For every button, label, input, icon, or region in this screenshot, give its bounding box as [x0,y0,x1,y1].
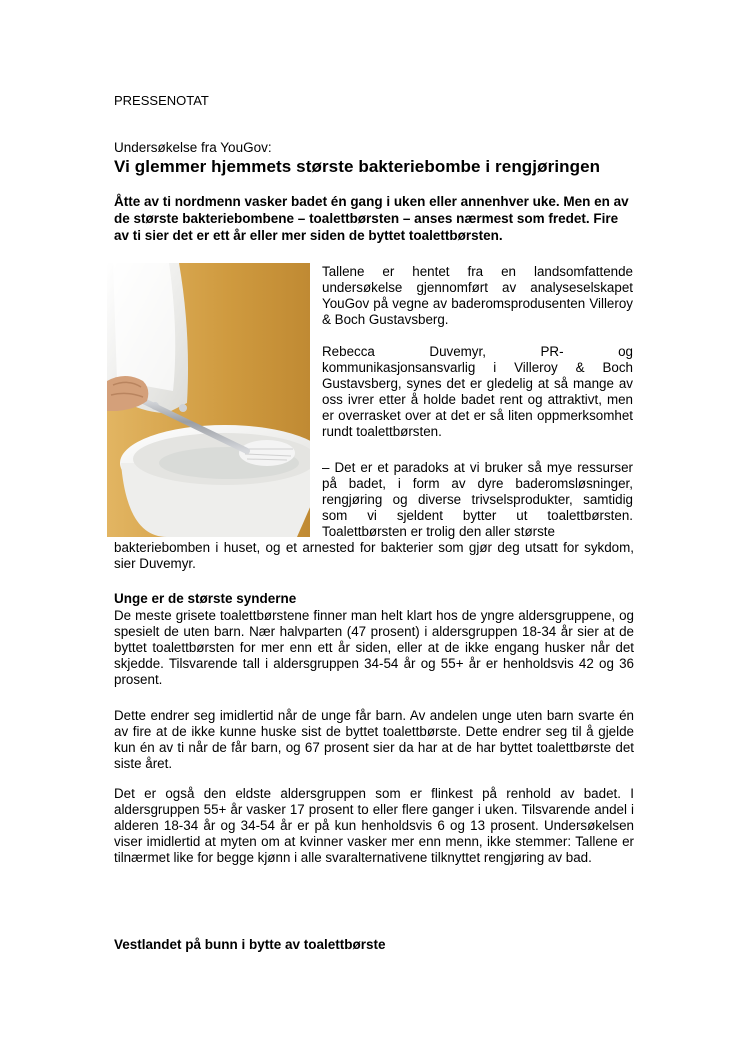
body-paragraph-3-continued: bakteriebomben i huset, og et arnested for bakterier som gjør deg utsatt for sykdom, sier Duvemyr. [114,540,634,571]
body-paragraph-6: Det er også den eldste aldersgruppen som er flinkest på renhold av badet. I aldersgruppen 55+ år vasker 17 prosent to eller flere ganger i uken. Tilsvarende andel i alderen 18-34 år og 34-54 år er på kun henholdsvis 6 og 13 prosent. Undersøkelsen viser imidlertid at myten om at kvinner vasker mer enn menn, ikke stemmer: Tallene er tilnærmet like for begge kjønn i alle svaralternativene tilknyttet rengjøring av bad. [114,786,634,865]
subheading-vestlandet: Vestlandet på bunn i bytte av toalettbørste [114,937,386,952]
body-paragraph-4: De meste grisete toalettbørstene finner man helt klart hos de yngre aldersgruppene, og spesielt de uten barn. Nær halvparten (47 prosent) i aldersgruppen 18-34 år sier at de byttet toalettbørsten for mer enn ett år siden, eller at de ikke engang husker når det skjedde. Tilsvarende tall i aldersgruppen 34-54 år og 55+ år er henholdsvis 42 og 36 prosent. [114,608,634,687]
body-paragraph-1: Tallene er hentet fra en landsomfattende undersøkelse gjennomført av analyseselskapet YouGov på vegne av baderomsprodusenten Villeroy & Boch Gustavsberg. [322,264,633,327]
document-label: PRESSENOTAT [114,93,209,108]
body-paragraph-3-column: – Det er et paradoks at vi bruker så mye ressurser på badet, i form av dyre baderomsløsninger, rengjøring og diverse trivselsprodukter, samtidig som vi sjeldent bytter ut toalettbørsten. Toalettbørsten er trolig den aller største [322,460,633,539]
kicker: Undersøkelse fra YouGov: [114,140,272,155]
toilet-brush-photo [107,263,310,537]
lead-paragraph: Åtte av ti nordmenn vasker badet én gang i uken eller annenhver uke. Men en av de største bakteriebombene – toalettbørsten – anses nærmest som fredet. Fire av ti sier det er ett år eller mer siden de byttet toalettbørsten. [114,194,629,243]
body-paragraph-2: Rebecca Duvemyr, PR- og kommunikasjonsansvarlig i Villeroy & Boch Gustavsberg, synes det er gledelig at så mange av oss ivrer etter å holde badet rent og attraktivt, men er overrasket over at det er så liten oppmerksomhet rundt toalettbørsten. [322,344,633,439]
body-paragraph-5: Dette endrer seg imidlertid når de unge får barn. Av andelen unge uten barn svarte én av fire at de ikke kunne huske sist de byttet toalettbørste. Dette endrer seg til å gjelde kun én av ti når de får barn, og 67 prosent sier da har at de har byttet toalettbørste det siste året. [114,708,634,771]
subheading-young: Unge er de største synderne [114,591,297,606]
headline: Vi glemmer hjemmets største bakteriebombe i rengjøringen [114,157,601,176]
